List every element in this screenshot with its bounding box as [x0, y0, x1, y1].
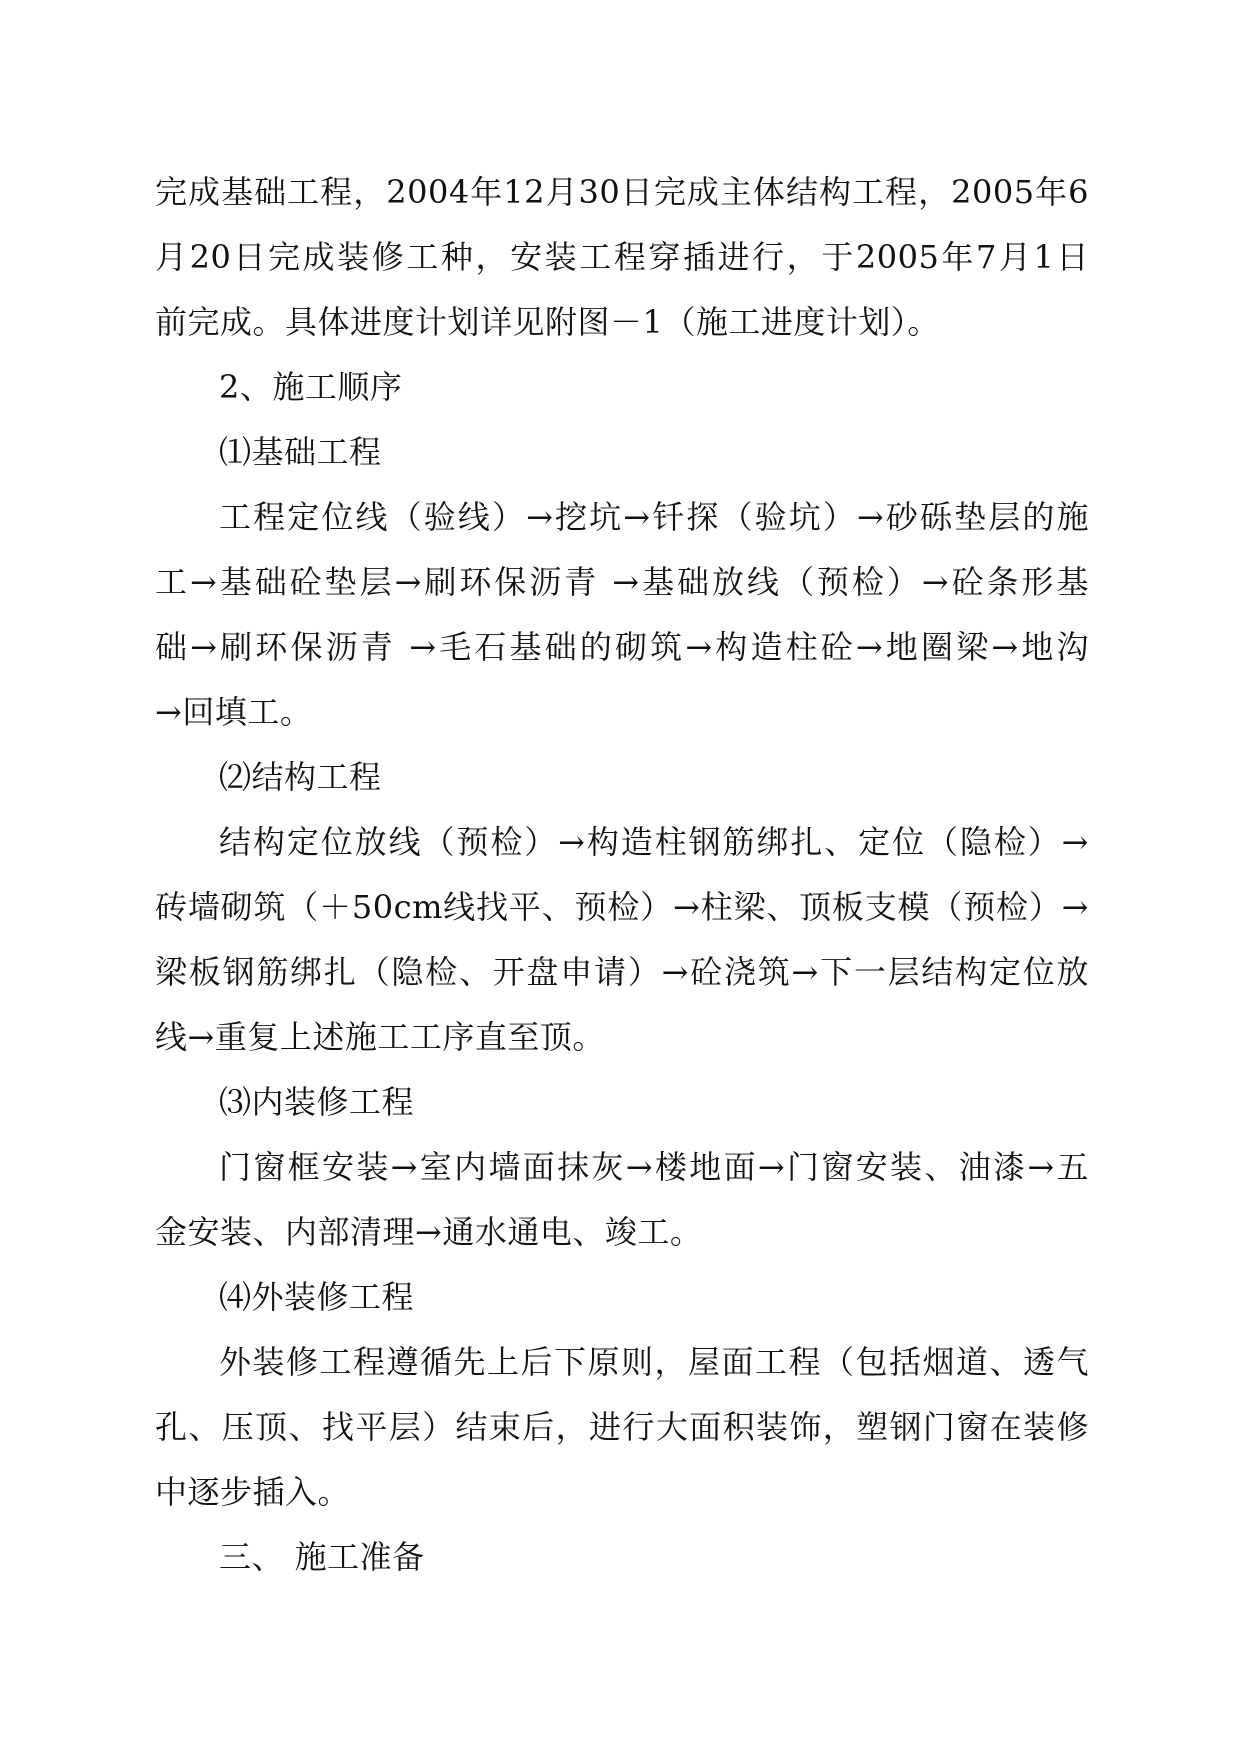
subheading-foundation-works: ⑴基础工程 — [219, 433, 382, 471]
subheading-structural-works: ⑵结构工程 — [219, 758, 382, 796]
paragraph-line-schedule-2: 月20日完成装修工种，安装工程穿插进行，于2005年7月1日 — [155, 238, 1089, 276]
paragraph-line-schedule-1: 完成基础工程，2004年12月30日完成主体结构工程，2005年6 — [155, 173, 1089, 211]
subheading-exterior-decoration: ⑷外装修工程 — [219, 1278, 415, 1316]
paragraph-line-foundation-2: 工→基础砼垫层→刷环保沥青 →基础放线（预检）→砼条形基 — [155, 563, 1089, 601]
paragraph-line-schedule-3: 前完成。具体进度计划详见附图－1（施工进度计划）。 — [155, 303, 940, 341]
document-body — [155, 160, 1089, 1590]
section-heading-construction-preparation: 三、 施工准备 — [219, 1538, 425, 1576]
section-heading-construction-order: 2、施工顺序 — [219, 368, 403, 406]
subheading-interior-decoration: ⑶内装修工程 — [219, 1083, 415, 1121]
paragraph-line-interior-2: 金安装、内部清理→通水通电、竣工。 — [155, 1213, 703, 1251]
paragraph-line-exterior-1: 外装修工程遵循先上后下原则，屋面工程（包括烟道、透气 — [219, 1343, 1089, 1381]
paragraph-line-interior-1: 门窗框安装→室内墙面抹灰→楼地面→门窗安装、油漆→五 — [219, 1148, 1089, 1186]
paragraph-line-foundation-1: 工程定位线（验线）→挖坑→钎探（验坑）→砂砾垫层的施 — [219, 498, 1089, 536]
paragraph-line-structure-2: 砖墙砌筑（＋50cm线找平、预检）→柱梁、顶板支模（预检）→ — [155, 888, 1089, 926]
paragraph-line-structure-3: 梁板钢筋绑扎（隐检、开盘申请）→砼浇筑→下一层结构定位放 — [155, 953, 1089, 991]
paragraph-line-exterior-2: 孔、压顶、找平层）结束后，进行大面积装饰，塑钢门窗在装修 — [155, 1408, 1089, 1446]
paragraph-line-foundation-4: →回填工。 — [155, 693, 313, 731]
paragraph-line-structure-4: 线→重复上述施工工序直至顶。 — [155, 1018, 605, 1056]
paragraph-line-foundation-3: 础→刷环保沥青 →毛石基础的砌筑→构造柱砼→地圈梁→地沟 — [155, 628, 1089, 666]
paragraph-line-structure-1: 结构定位放线（预检）→构造柱钢筋绑扎、定位（隐检）→ — [219, 823, 1089, 861]
paragraph-line-exterior-3: 中逐步插入。 — [155, 1473, 351, 1511]
